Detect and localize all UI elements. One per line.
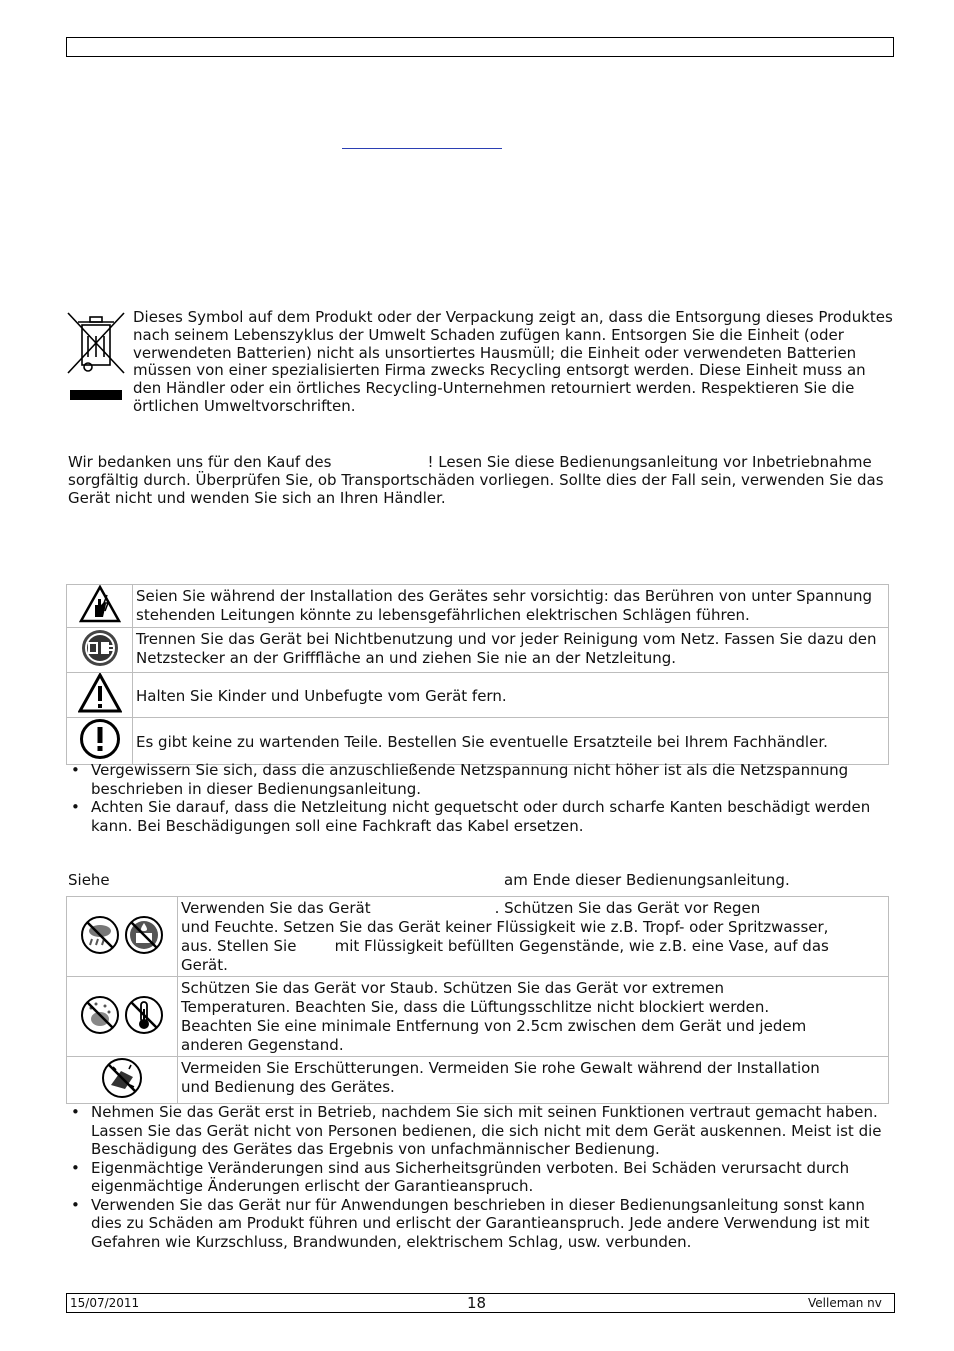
intro-paragraph	[68, 454, 893, 507]
guideline-text: Vermeiden Sie Erschütterungen. Vermeiden Sie rohe Gewalt während der Installation und Bedienung des Gerätes.	[178, 1057, 889, 1104]
header-box	[66, 37, 894, 57]
warning-triangle-icon	[78, 673, 122, 713]
electric-shock-hand-icon	[79, 585, 121, 623]
siehe-left: Siehe	[68, 871, 110, 889]
safety-icon-cell	[67, 718, 133, 765]
link-underline[interactable]	[342, 148, 502, 149]
no-rain-icon	[80, 915, 120, 955]
list-item: • Achten Sie darauf, dass die Netzleitung nicht gequetscht oder durch scharfe Kanten beschädigt werden kann. Bei Beschädigungen soll eine Fachkraft das Kabel ersetzen.	[68, 798, 893, 835]
guideline-icon-cell	[67, 1057, 178, 1104]
exclamation-circle-icon	[79, 718, 121, 760]
safety-bullets	[68, 761, 893, 835]
intro-part2: ! Lesen Sie diese Bedienungsanleitung vor Inbetriebnahme sorgfältig durch. Überprüfen Sie, ob Transportschäden vorliegen. Sollte dies der Fall sein, verwenden Sie das Gerät nicht und wenden Sie sich an Ihren Händler.	[68, 453, 884, 507]
guideline-icon-cell	[67, 977, 178, 1057]
general-bullets	[68, 1103, 893, 1251]
footer-company: Velleman nv	[808, 1296, 882, 1310]
safety-table	[66, 584, 889, 765]
safety-icon-cell	[67, 628, 133, 673]
guideline-icon-cell	[67, 897, 178, 977]
guideline-text: Schützen Sie das Gerät vor Staub. Schützen Sie das Gerät vor extremen Temperaturen. Beachten Sie, dass die Lüftungsschlitze nicht blockiert werden. Beachten Sie eine minimale Entfernung von 2.5cm zwischen dem Gerät und jedem anderen Gegenstand.	[178, 977, 889, 1057]
unplug-icon	[80, 628, 120, 668]
footer-date: 15/07/2011	[70, 1296, 140, 1310]
no-dust-icon	[80, 995, 120, 1035]
list-item: • Eigenmächtige Veränderungen sind aus Sicherheitsgründen verboten. Bei Schäden verursacht durch eigenmächtige Änderungen erlischt der Garantieanspruch.	[68, 1159, 893, 1196]
no-extreme-temperature-icon	[124, 995, 164, 1035]
weee-notice: Dieses Symbol auf dem Produkt oder der Verpackung zeigt an, dass die Entsorgung dieses Produktes nach seinem Lebenszyklus der Umwelt Schaden zufügen kann. Entsorgen Sie die Einheit (oder verwendeten Batterien) nicht als unsortiertes Hausmüll; die Einheit oder verwendeten Batterien müssen von einer spezialisierten Firma zwecks Recycling entsorgt werden. Diese Einheit muss an den Händler oder ein örtliches Recycling-Unternehmen retourniert werden. Respektieren Sie die örtlichen Umweltvorschriften.	[133, 308, 893, 415]
siehe-line	[68, 872, 893, 890]
no-shock-icon	[101, 1057, 143, 1099]
siehe-right: am Ende dieser Bedienungsanleitung.	[504, 871, 790, 889]
safety-icon-cell	[67, 585, 133, 628]
safety-icon-cell	[67, 673, 133, 718]
crossed-out-wheelie-bin-icon	[66, 311, 126, 406]
guidelines-table	[66, 896, 889, 1104]
list-item: • Nehmen Sie das Gerät erst in Betrieb, nachdem Sie sich mit seinen Funktionen vertraut gemacht haben. Lassen Sie das Gerät nicht von Personen bedienen, die sich nicht mit dem Gerät auskennen. Meist ist die Beschädigung des Gerätes das Ergebnis von unfachmännischer Bedienung.	[68, 1103, 893, 1159]
guideline-text: Verwenden Sie das Gerät . Schützen Sie das Gerät vor Regen und Feuchte. Setzen Sie das Gerät keiner Flüssigkeit wie z.B. Tropf- oder Spritzwasser, aus. Stellen Sie mit Flüssigkeit befüllten Gegenstände, wie z.B. eine Vase, auf das Gerät.	[178, 897, 889, 977]
list-item: • Verwenden Sie das Gerät nur für Anwendungen beschrieben in dieser Bedienungsanleitung sonst kann dies zu Schäden am Produkt führen und erlischt der Garantieanspruch. Jede andere Verwendung ist mit Gefahren wie Kurzschluss, Brandwunden, elektrischem Schlag, usw. verbunden.	[68, 1196, 893, 1252]
list-item: • Vergewissern Sie sich, dass die anzuschließende Netzspannung nicht höher ist als die Netzspannung beschrieben in dieser Bedienungsanleitung.	[68, 761, 893, 798]
no-liquid-icon	[124, 915, 164, 955]
intro-part1: Wir bedanken uns für den Kauf des	[68, 453, 332, 471]
page-number: 18	[467, 1294, 487, 1312]
safety-text: Trennen Sie das Gerät bei Nichtbenutzung und vor jeder Reinigung vom Netz. Fassen Sie dazu den Netzstecker an der Grifffläche an und ziehen Sie nie an der Netzleitung.	[133, 628, 889, 673]
safety-text: Es gibt keine zu wartenden Teile. Bestellen Sie eventuelle Ersatzteile bei Ihrem Fachhändler.	[133, 718, 889, 765]
safety-text: Seien Sie während der Installation des Gerätes sehr vorsichtig: das Berühren von unter Spannung stehenden Leitungen könnte zu lebensgefährlichen elektrischen Schlägen führen.	[133, 585, 889, 628]
safety-text: Halten Sie Kinder und Unbefugte vom Gerät fern.	[133, 673, 889, 718]
